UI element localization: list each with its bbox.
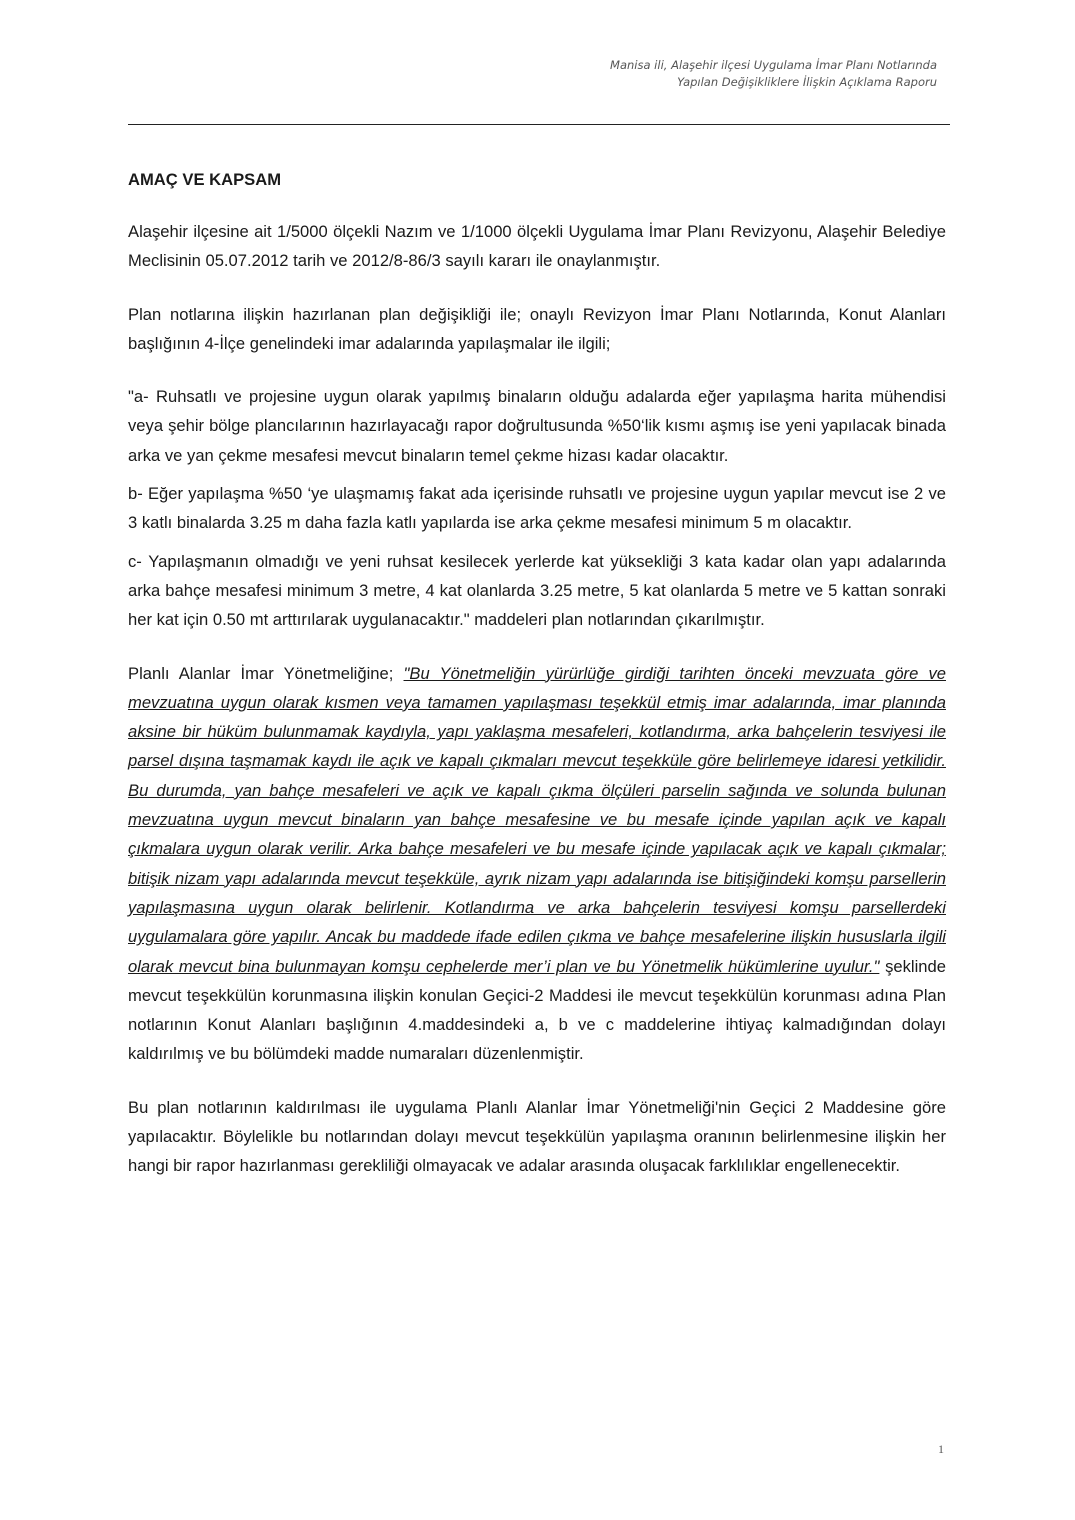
paragraph-plan-change: Plan notlarına ilişkin hazırlanan plan değişikliği ile; onaylı Revizyon İmar Planı Notlarında, Konut Alanları başlığının 4-İlçe genelindeki imar adalarında yapılaşmalar ile ilgili;	[128, 304, 946, 353]
page-header	[337, 57, 937, 91]
removed-item-a: "a- Ruhsatlı ve projesine uygun olarak yapılmış binaların olduğu adalarda eğer yapılaşma harita mühendisi veya şehir bölge plancılarının hazırlayacağı rapor doğrultusunda %50‘lik kısmı aşmış ise yeni yapılacak binada arka ve yan çekme mesafesi mevcut binaların temel çekme hizası kadar olacaktır.	[128, 387, 946, 465]
section-title: AMAÇ VE KAPSAM	[128, 170, 282, 189]
regulation-rest: şeklinde mevcut teşekkülün korunmasına ilişkin konulan Geçici-2 Maddesi ile mevcut teşekkülün korunması adına Plan notlarının Konut Alanları başlığının 4.maddesindeki a, b ve c maddelerine ihtiyaç kalmadığından dolayı kaldırılmış ve bu bölümdeki madde numaraları düzenlenmiştir.	[128, 956, 946, 1064]
paragraph-approval: Alaşehir ilçesine ait 1/5000 ölçekli Nazım ve 1/1000 ölçekli Uygulama İmar Planı Revizyonu, Alaşehir Belediye Meclisinin 05.07.2012 tarih ve 2012/8-86/3 sayılı kararı ile onaylanmıştır.	[128, 222, 946, 271]
header-line-2: Yapılan Değişikliklere İlişkin Açıklama Raporu	[677, 75, 937, 89]
regulation-intro: Planlı Alanlar İmar Yönetmeliğine;	[128, 663, 404, 683]
removed-item-c: c- Yapılaşmanın olmadığı ve yeni ruhsat kesilecek yerlerde kat yüksekliği 3 kata kadar olan yapı adalarında arka bahçe mesafesi minimum 3 metre, 4 kat olanlarda 3.25 metre, 5 kat olanlarda 5 metre ve 5 kattan sonraki her kat için 0.50 mt arttırılarak uygulanacaktır." maddeleri plan notlarından çıkarılmıştır.	[128, 551, 946, 630]
document-body	[128, 166, 946, 1181]
paragraph-regulation	[128, 659, 946, 1069]
page-number: 1	[938, 1442, 944, 1456]
header-divider	[128, 124, 950, 125]
paragraph-conclusion: Bu plan notlarının kaldırılması ile uygulama Planlı Alanlar İmar Yönetmeliği'nin Geçici 2 Maddesine göre yapılacaktır. Böylelikle bu notlarından dolayı mevcut teşekkülün yapılaşma oranının belirlenmesine ilişkin her hangi bir rapor hazırlanması gerekliliği olmayacak ve adalar arasında oluşacak farklılıklar engellenecektir.	[128, 1097, 946, 1176]
header-line-1: Manisa ili, Alaşehir ilçesi Uygulama İmar Planı Notlarında	[610, 58, 937, 72]
regulation-quote: "Bu Yönetmeliğin yürürlüğe girdiği tarihten önceki mevzuata göre ve mevzuatına uygun olarak kısmen veya tamamen yapılaşması teşekkül etmiş imar adalarında, imar planında aksine bir hüküm bulunmamak kaydıyla, yapı yaklaşma mesafeleri, kotlandırma, arka bahçelerin tesviyesi ile parsel dışına taşmamak kaydı ile açık ve kapalı çıkmaları mevcut teşekküle göre belirlemeye idaresi yetkilidir. Bu durumda, yan bahçe mesafeleri ve açık ve kapalı çıkma ölçüleri parselin sağında ve solunda bulunan mevzuatına uygun mevcut binaların yan bahçe mesafesine ve bu mesafe içinde yapılan açık ve kapalı çıkmalara uygun olarak verilir. Arka bahçe mesafeleri ve bu mesafe içinde yapılacak açık ve kapalı çıkmalar; bitişik nizam yapı adalarında mevcut teşekküle, ayrık nizam yapı adalarında ise bitişiğindeki komşu parsellerin yapılaşmasına uygun olarak belirlenir. Kotlandırma ve arka bahçelerin tesviyesi komşu parsellerdeki uygulamalara göre yapılır. Ancak bu maddede ifade edilen çıkma ve bahçe mesafelerine ilişkin hususlarla ilgili olarak mevcut bina bulunmayan komşu cephelerde mer’i plan ve bu Yönetmelik hükümlerine uyulur."	[128, 663, 946, 976]
removed-item-b: b- Eğer yapılaşma %50 ‘ye ulaşmamış fakat ada içerisinde ruhsatlı ve projesine uygun yapılar mevcut ise 2 ve 3 katlı binalarda 3.25 m daha fazla katlı yapılarda ise arka çekme mesafesi minimum 5 m olacaktır.	[128, 484, 946, 533]
